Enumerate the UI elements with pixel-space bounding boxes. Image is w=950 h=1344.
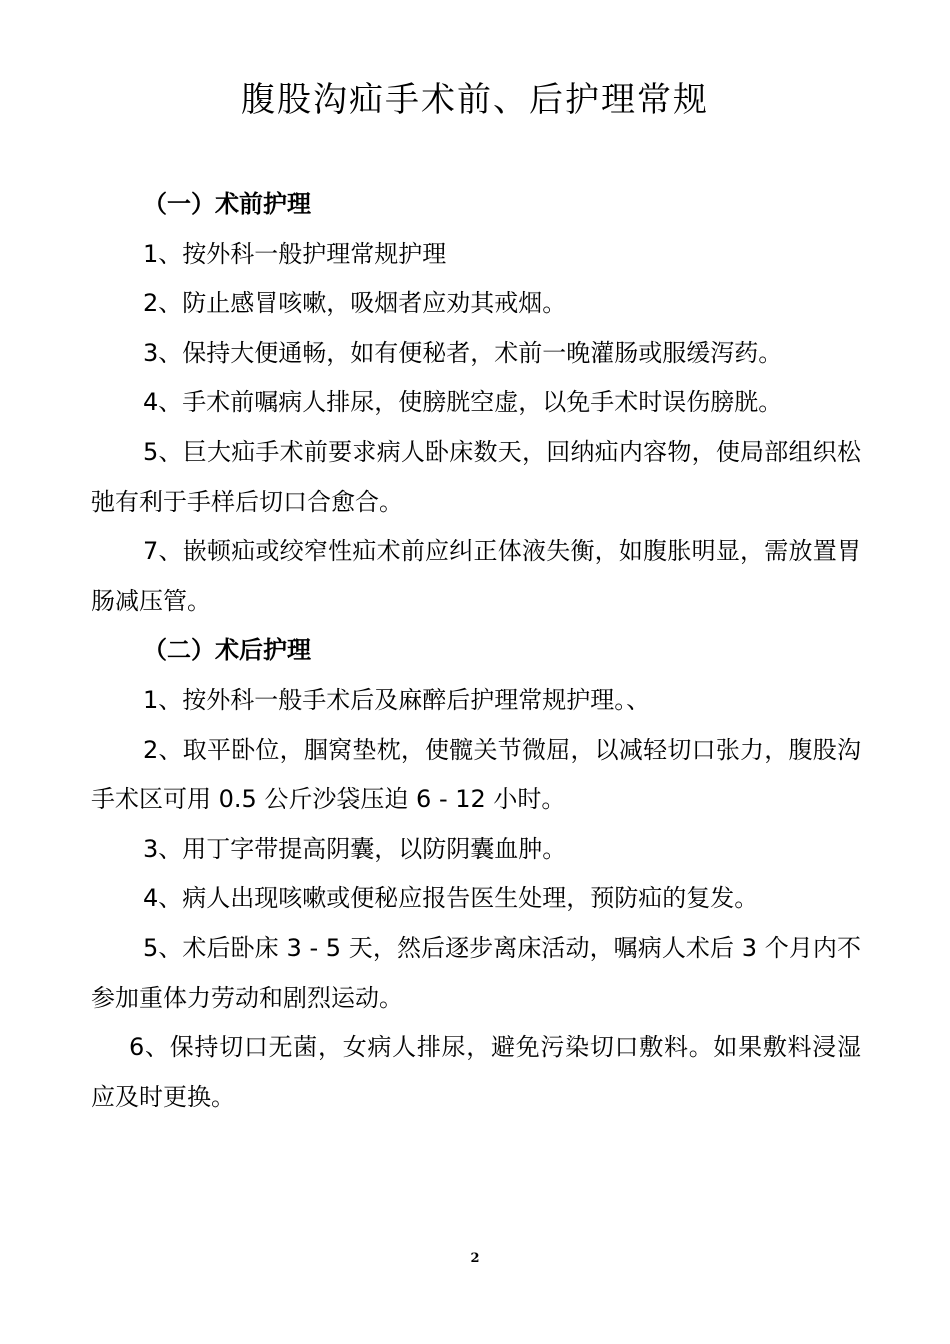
section-heading-preoperative: （一）术前护理 bbox=[143, 190, 311, 218]
postoperative-item-6: 6、保持切口无菌，女病人排尿，避免污染切口敷料。如果敷料浸湿应及时更换。 bbox=[91, 1033, 861, 1111]
preoperative-item-2: 2、防止感冒咳嗽，吸烟者应劝其戒烟。 bbox=[143, 289, 567, 318]
postoperative-item-3: 3、用丁字带提高阴囊，以防阴囊血肿。 bbox=[143, 834, 567, 863]
preoperative-item-4: 4、手术前嘱病人排尿，使膀胱空虚，以免手术时误伤膀胱。 bbox=[143, 388, 783, 417]
document-title: 腹股沟疝手术前、后护理常规 bbox=[241, 80, 709, 120]
preoperative-item-3: 3、保持大便通畅，如有便秘者，术前一晚灌肠或服缓泻药。 bbox=[143, 338, 783, 367]
preoperative-item-5: 5、巨大疝手术前要求病人卧床数天，回纳疝内容物，使局部组织松弛有利于手样后切口合愈合。 bbox=[91, 437, 861, 516]
postoperative-item-4: 4、病人出现咳嗽或便秘应报告医生处理，预防疝的复发。 bbox=[143, 884, 759, 913]
postoperative-item-1: 1、按外科一般手术后及麻醉后护理常规护理。、 bbox=[143, 685, 651, 714]
document-body bbox=[91, 180, 861, 1122]
section-heading-postoperative: （二）术后护理 bbox=[143, 636, 311, 665]
postoperative-item-5: 5、术后卧床 3 - 5 天，然后逐步离床活动，嘱病人术后 3 个月内不参加重体力劳动和剧烈运动。 bbox=[91, 933, 861, 1012]
preoperative-item-1: 1、按外科一般护理常规护理 bbox=[143, 239, 447, 268]
page-number: 2 bbox=[470, 1251, 480, 1266]
postoperative-item-2: 2、取平卧位，腘窝垫枕，使髋关节微屈，以减轻切口张力，腹股沟手术区可用 0.5 公斤沙袋压迫 6 - 12 小时。 bbox=[91, 735, 861, 814]
preoperative-item-7: 7、嵌顿疝或绞窄性疝术前应纠正体液失衡，如腹胀明显，需放置胃肠减压管。 bbox=[91, 537, 861, 615]
